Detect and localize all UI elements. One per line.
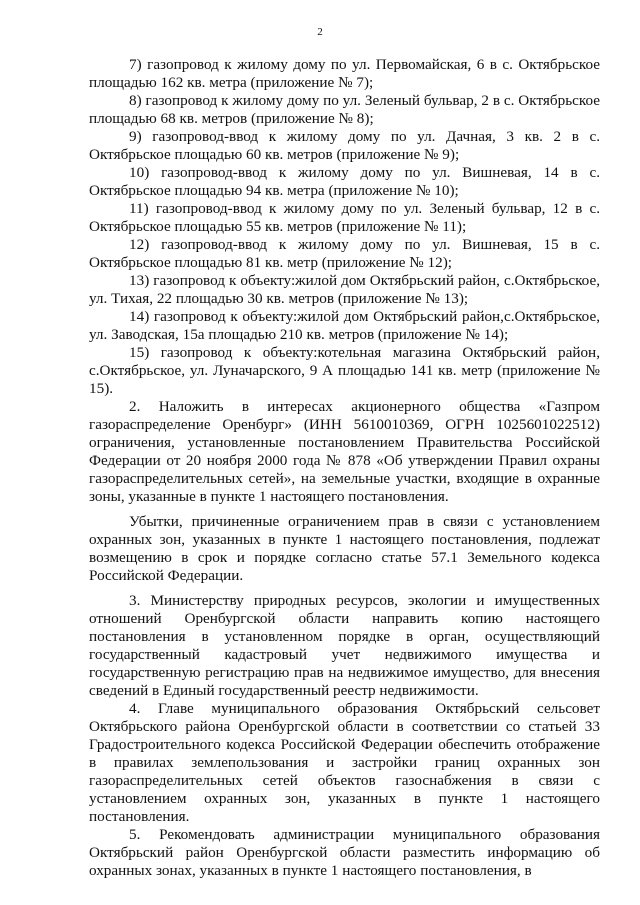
list-item-11: 11) газопровод-ввод к жилому дому по ул. Зеленый бульвар, 12 в с. Октябрьское площадью 55 кв. метров (приложение № 11); (89, 200, 600, 235)
list-item-15: 15) газопровод к объекту:котельная магазина Октябрьский район, с.Октябрьское, ул. Луначарского, 9 А площадью 141 кв. метр (приложение № 15). (89, 344, 600, 397)
list-item-10: 10) газопровод-ввод к жилому дому по ул. Вишневая, 14 в с. Октябрьское площадью 94 кв. метра (приложение № 10); (89, 164, 600, 199)
list-item-14: 14) газопровод к объекту:жилой дом Октябрьский район,с.Октябрьское, ул. Заводская, 15а площадью 210 кв. метров (приложение № 14); (89, 308, 600, 343)
clause-2-losses: Убытки, причиненные ограничением прав в связи с установлением охранных зон, указанных в пункте 1 настоящего постановления, подлежат возмещению в срок и порядке согласно статье 57.1 Земельного кодекса Российской Федерации. (89, 513, 600, 584)
list-item-7: 7) газопровод к жилому дому по ул. Первомайская, 6 в с. Октябрьское площадью 162 кв. метра (приложение № 7); (89, 56, 600, 91)
list-item-13: 13) газопровод к объекту:жилой дом Октябрьский район, с.Октябрьское, ул. Тихая, 22 площадью 30 кв. метров (приложение № 13); (89, 272, 600, 307)
page-number: 2 (317, 26, 323, 38)
list-item-9: 9) газопровод-ввод к жилому дому по ул. Дачная, 3 кв. 2 в с. Октябрьское площадью 60 кв. метров (приложение № 9); (89, 128, 600, 163)
clause-2: 2. Наложить в интересах акционерного общества «Газпром газораспределение Оренбург» (ИНН 5610010369, ОГРН 1025601022512) ограничения, установленные постановлением Правительства Российской Федерации от 20 ноября 2000 года № 878 «Об утверждении Правил охраны газораспределительных сетей», на земельные участки, входящие в охранные зоны, указанные в пункте 1 настоящего постановления. (89, 398, 600, 505)
clause-4: 4. Главе муниципального образования Октябрьский сельсовет Октябрьского района Оренбургской области в соответствии со статьей 33 Градостроительного кодекса Российской Федерации обеспечить отображение в правилах землепользования и застройки границ охранных зон газораспределительных сетей объектов газоснабжения в связи с установлением охранных зон, указанных в пункте 1 настоящего постановления. (89, 700, 600, 825)
list-item-8: 8) газопровод к жилому дому по ул. Зеленый бульвар, 2 в с. Октябрьское площадью 68 кв. метров (приложение № 8); (89, 92, 600, 127)
document-body (89, 56, 600, 880)
clause-5: 5. Рекомендовать администрации муниципального образования Октябрьский район Оренбургской области разместить информацию об охранных зонах, указанных в пункте 1 настоящего постановления, в (89, 826, 600, 879)
clause-3: 3. Министерству природных ресурсов, экологии и имущественных отношений Оренбургской области направить копию настоящего постановления в установленном порядке в орган, осуществляющий государственный кадастровый учет недвижимого имущества и государственную регистрацию прав на недвижимое имущество, для внесения сведений в Единый государственный реестр недвижимости. (89, 592, 600, 699)
list-item-12: 12) газопровод-ввод к жилому дому по ул. Вишневая, 15 в с. Октябрьское площадью 81 кв. метр (приложение № 12); (89, 236, 600, 271)
